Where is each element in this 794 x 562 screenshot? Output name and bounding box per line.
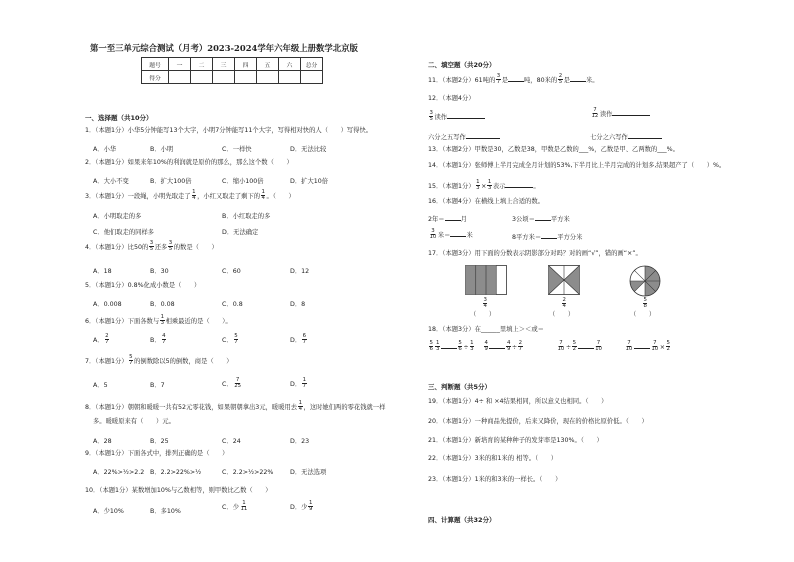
fraction: $\frac{4}{9}$ xyxy=(484,340,488,353)
question-2-option-a[interactable]: A．大小不变 xyxy=(93,178,129,185)
fraction: $\frac{1}{3}$ xyxy=(435,340,440,353)
numerator: 5 xyxy=(129,354,133,360)
numerator: 3 xyxy=(483,297,487,303)
question-4-option-b[interactable]: B．30 xyxy=(150,268,169,275)
question-2-option-b[interactable]: B．扩大100倍 xyxy=(150,178,192,185)
question-6-text: 相乘最近的是（ ）。 xyxy=(165,317,232,325)
fraction: $\frac{7}{10}$ xyxy=(651,340,659,353)
question-4-option-a[interactable]: A．18 xyxy=(93,268,112,275)
figure-1-answer-paren[interactable]: （ ） xyxy=(470,311,496,318)
numerator: 1 xyxy=(302,377,307,383)
question-6-option-b[interactable] xyxy=(150,334,167,346)
page-title: 第一至三单元综合测试（月考）2023-2024学年六年级上册数学北京版 xyxy=(90,43,358,53)
score-header-cell: 总分 xyxy=(301,58,323,71)
answer-blank[interactable] xyxy=(450,230,466,237)
fraction: $\frac{5}{6}$ xyxy=(429,340,433,353)
denominator: 7 xyxy=(105,339,109,346)
question-9-option-b[interactable]: B．2.2>22%>½ xyxy=(150,469,202,476)
question-19-stem: 19．（本题1分）4÷ 和 ×4结果相同，所以意义也相同。（ ） xyxy=(428,398,608,405)
answer-blank[interactable] xyxy=(441,342,457,349)
question-7-text: 7．（本题1分） xyxy=(85,357,128,365)
read-as-label: 读作 xyxy=(434,113,448,121)
answer-blank[interactable] xyxy=(634,342,650,349)
denominator: 3 xyxy=(160,320,165,327)
question-16-item-1 xyxy=(428,214,467,223)
score-input-cell[interactable] xyxy=(213,71,235,84)
denominator: 9 xyxy=(308,506,313,513)
fraction xyxy=(429,111,433,123)
question-6-stem xyxy=(85,315,232,327)
question-11-text: 吨，80米的 xyxy=(524,76,558,84)
score-input-cell[interactable] xyxy=(235,71,257,84)
question-12-right-a xyxy=(590,108,650,120)
question-23-stem: 23．（本题1分）1米的和3米的一样长。（ ） xyxy=(428,476,562,483)
option-letter: B． xyxy=(150,336,161,344)
fraction xyxy=(149,241,153,253)
question-2-stem: 2．（本题1分）如果来年10%的利润就是原价的那么，那么这个数（ ） xyxy=(85,159,293,166)
question-8-stem-line2: 多。暖暖原来有（ ）元。 xyxy=(93,418,175,425)
denominator: 5 xyxy=(429,116,433,123)
question-5-option-a[interactable]: A．0.008 xyxy=(93,301,122,308)
question-7-option-c[interactable] xyxy=(222,378,243,390)
option-letter: C． xyxy=(222,380,233,388)
answer-blank[interactable] xyxy=(578,342,594,349)
fraction xyxy=(476,180,480,192)
question-7-option-a[interactable]: A．5 xyxy=(93,382,108,389)
answer-blank[interactable] xyxy=(612,109,650,116)
denominator: 5 xyxy=(558,79,563,86)
denominator: 10 xyxy=(429,234,437,241)
score-header-cell: 四 xyxy=(235,58,257,71)
fraction xyxy=(240,501,248,513)
numerator: 5 xyxy=(234,333,238,339)
answer-blank[interactable] xyxy=(445,214,461,221)
unit-text: 平方米 xyxy=(550,216,570,223)
score-input-cell[interactable] xyxy=(257,71,279,84)
denominator: 7 xyxy=(302,339,307,346)
option-letter: C． xyxy=(222,336,233,344)
unit-text: 月 xyxy=(460,216,467,223)
question-4-text: 的数是（ ） xyxy=(173,243,218,251)
figure-circle-sectors xyxy=(629,265,661,297)
question-10-option-a[interactable]: A．少10% xyxy=(93,508,124,515)
question-4-option-c[interactable]: C．60 xyxy=(222,268,241,275)
question-3-stem xyxy=(85,190,295,202)
score-table-header-row xyxy=(142,58,323,71)
fraction xyxy=(558,74,562,86)
question-15-text: 表示 xyxy=(492,182,506,190)
question-7-option-d[interactable] xyxy=(290,378,308,390)
score-table-score-row xyxy=(142,71,323,84)
numerator: 3 xyxy=(496,73,501,79)
section-heading-choice: 一、选择题（共10分） xyxy=(85,114,153,122)
score-input-cell[interactable] xyxy=(301,71,323,84)
fraction: $\frac{4}{9}$ xyxy=(506,340,511,353)
question-9-option-a[interactable]: A．22%>½>2.2 xyxy=(93,469,145,476)
question-3-text: ，小红又取走了剩下的 xyxy=(197,192,261,200)
question-6-option-a[interactable] xyxy=(93,334,110,346)
score-header-cell: 三 xyxy=(213,58,235,71)
fraction xyxy=(308,501,312,513)
score-header-cell: 题号 xyxy=(142,58,169,71)
unit-text: 米＝ xyxy=(437,231,451,239)
answer-blank[interactable] xyxy=(508,75,524,82)
score-input-cell[interactable] xyxy=(169,71,191,84)
question-12-left-b xyxy=(428,132,500,141)
question-16-item-2 xyxy=(512,214,570,223)
question-3-option-a[interactable]: A．小明取走的多 xyxy=(93,213,142,220)
question-15-text: 15．（本题1分） xyxy=(428,182,475,190)
question-18-expr-3: $\frac{7}{10}$ ÷ $\frac{5}{2}$ $\frac{7}{10}$ xyxy=(557,340,602,353)
question-7-text: 的倒数除以5的倒数，商是（ ） xyxy=(134,357,233,365)
question-8-stem xyxy=(85,401,385,413)
figure-3-answer-paren[interactable]: （ ） xyxy=(630,311,656,318)
question-2-option-c[interactable]: C．缩小100倍 xyxy=(222,178,264,185)
score-header-cell: 五 xyxy=(257,58,279,71)
question-17-stem: 17．（本题3分）用下面的分数表示阴影部分对吗？对的画“√”，错的画“×”。 xyxy=(428,250,642,257)
figure-square-diagonals xyxy=(548,265,580,295)
score-header-cell: 六 xyxy=(279,58,301,71)
score-input-cell[interactable] xyxy=(191,71,213,84)
write-as-label: 六分之五写作 xyxy=(428,134,466,141)
numerator: 1 xyxy=(487,179,492,185)
denominator: 7 xyxy=(302,383,307,390)
answer-blank[interactable] xyxy=(570,75,586,82)
question-20-stem: 20．（本题1分）一种商品先提价，后来又降价，现在的价格比原价低。（ ） xyxy=(428,418,648,425)
question-9-option-d[interactable]: D．无法选项 xyxy=(290,469,327,476)
question-4-option-d[interactable]: D．12 xyxy=(290,268,310,275)
numerator: 7 xyxy=(235,377,240,383)
question-5-option-c[interactable]: C．0.8 xyxy=(222,301,243,308)
denominator: 8 xyxy=(643,303,647,310)
numerator: 3 xyxy=(429,110,433,116)
answer-blank[interactable] xyxy=(489,342,505,349)
score-table xyxy=(141,57,323,84)
section-heading-judge: 三、判断题（共5分） xyxy=(428,383,492,391)
question-2-option-d[interactable]: D．扩大10倍 xyxy=(290,178,329,185)
numerator: 3 xyxy=(149,240,154,246)
question-18-expr-2: $\frac{4}{9}$ $\frac{4}{9}$ ÷ $\frac{2}{7}$ xyxy=(484,340,523,353)
fraction xyxy=(129,355,133,367)
question-1-option-a[interactable]: A．小华 xyxy=(93,146,117,153)
numerator: 2 xyxy=(105,333,109,339)
denominator: 7 xyxy=(162,339,166,346)
question-10-option-c[interactable] xyxy=(222,501,249,513)
question-6-option-c[interactable] xyxy=(222,334,239,346)
question-11-text: 是 xyxy=(501,76,508,84)
question-3-option-b[interactable]: B．小红取走的多 xyxy=(222,213,271,220)
answer-blank[interactable] xyxy=(466,132,500,139)
question-16-stem: 16．（本题4分）在横线上填上合适的数。 xyxy=(428,198,544,205)
fraction: $\frac{1}{3}$ xyxy=(470,340,474,353)
question-8-text: ，这时她们两的零花钱就一样 xyxy=(303,403,386,411)
question-7-stem xyxy=(85,355,233,367)
denominator: 5 xyxy=(168,246,173,253)
option-letter: D． xyxy=(290,380,302,388)
question-11-text: 米。 xyxy=(585,76,599,84)
denominator: 25 xyxy=(234,383,242,390)
question-8-option-d[interactable]: D．23 xyxy=(290,438,310,445)
question-9-stem: 9．（本题1分）下面各式中，排列正确的是（ ） xyxy=(85,450,229,457)
fraction xyxy=(162,334,166,346)
question-12-stem: 12．（本题4分） xyxy=(428,95,475,102)
score-row-label: 得分 xyxy=(142,71,169,84)
fraction: $\frac{7}{10}$ xyxy=(625,340,633,353)
fraction: $\frac{7}{10}$ xyxy=(595,340,602,353)
question-4-text: 4．（本题1分）比50的 xyxy=(85,243,149,251)
denominator: 7 xyxy=(496,79,501,86)
question-14-stem: 14．（本题1分）张师傅上半月完成全月计划的53%,下半月比上半月完成的计划多,结果超产了（ ）%。 xyxy=(428,162,726,169)
question-8-option-a[interactable]: A．28 xyxy=(93,438,112,445)
denominator: 12 xyxy=(591,113,599,120)
unit-text: 3公顷＝ xyxy=(512,216,535,223)
denominator: 4 xyxy=(192,195,196,202)
fraction xyxy=(562,298,566,310)
question-10-option-d[interactable] xyxy=(290,501,314,513)
fraction xyxy=(168,241,172,253)
fraction xyxy=(302,334,306,346)
fraction xyxy=(192,190,196,202)
option-letter: A． xyxy=(93,336,104,344)
question-4-stem xyxy=(85,241,218,253)
figure-2-label xyxy=(561,298,567,310)
question-12-right-b xyxy=(590,132,662,141)
fraction xyxy=(298,401,302,413)
answer-blank[interactable] xyxy=(505,181,533,188)
answer-blank[interactable] xyxy=(541,232,557,239)
numerator: 1 xyxy=(476,179,480,185)
question-18-expr-4: $\frac{7}{10}$ $\frac{7}{10}$ × $\frac{5}{2}$ xyxy=(625,340,670,353)
numerator: 1 xyxy=(242,500,246,506)
fraction xyxy=(234,378,242,390)
numerator: 2 xyxy=(558,73,563,79)
score-header-cell: 二 xyxy=(191,58,213,71)
numerator: 7 xyxy=(593,107,597,113)
question-8-text: 8．（本题1分）朝朝和暖暖一共有52元零花钱，如果朝朝拿出3元，暖暖用去 xyxy=(85,403,298,411)
numerator: 3 xyxy=(431,228,435,234)
question-1-option-c[interactable]: C．一样快 xyxy=(222,146,252,153)
fraction xyxy=(429,229,437,241)
fraction: $\frac{5}{2}$ xyxy=(666,340,670,353)
denominator: 4 xyxy=(562,303,566,310)
question-22-stem: 22．（本题1分）3米的和1米的 相等。（ ） xyxy=(428,455,558,462)
question-9-option-c[interactable]: C．2.2>½>22% xyxy=(222,469,274,476)
question-5-option-d[interactable]: D．8 xyxy=(290,301,306,308)
unit-text: 2年＝ xyxy=(428,216,445,223)
read-as-label: 读作 xyxy=(599,110,613,118)
figure-3-label xyxy=(642,298,648,310)
fraction: $\frac{2}{7}$ xyxy=(518,340,523,353)
denominator: 3 xyxy=(476,185,480,192)
question-1-option-d[interactable]: D．无法比较 xyxy=(290,146,327,153)
question-3-text: 3．（本题1分）一段绳，小明先取走了 xyxy=(85,192,191,200)
fraction xyxy=(643,298,647,310)
numerator: 5 xyxy=(643,297,647,303)
figure-2-answer-paren[interactable]: （ ） xyxy=(549,311,575,318)
question-7-option-b[interactable]: B．7 xyxy=(150,382,165,389)
question-10-stem: 10．（本题1分）某数增加10%与乙数相等，则甲数比乙数（ ） xyxy=(85,487,272,494)
unit-text: 8平方米＝ xyxy=(512,234,542,241)
question-1-option-b[interactable]: B．小明 xyxy=(150,146,174,153)
denominator: 4 xyxy=(298,406,303,413)
question-8-option-c[interactable]: C．24 xyxy=(222,438,241,445)
score-input-cell[interactable] xyxy=(279,71,301,84)
numerator: 1 xyxy=(261,189,265,195)
fraction: $\frac{7}{10}$ xyxy=(557,340,565,353)
question-18-stem: 18．（本题3分）在______里填上＞＜或＝ xyxy=(428,326,544,333)
question-6-option-d[interactable] xyxy=(290,334,308,346)
question-16-item-3 xyxy=(428,229,473,241)
section-heading-fill: 二、填空题（共20分） xyxy=(428,61,496,69)
question-3-text: 。（ ） xyxy=(266,192,295,200)
write-as-label: 七分之六写作 xyxy=(590,134,628,141)
question-4-text: 还多 xyxy=(154,243,168,251)
fraction xyxy=(487,180,491,192)
fraction: $\frac{5}{6}$ xyxy=(458,340,462,353)
option-letter: C．少 xyxy=(222,503,239,511)
fraction xyxy=(160,315,164,327)
question-15-stem xyxy=(428,180,540,192)
option-letter: D．少 xyxy=(290,503,308,511)
denominator: 11 xyxy=(240,506,248,513)
numerator: 1 xyxy=(192,189,196,195)
multiply-sign: × xyxy=(481,182,487,190)
unit-text: 平方分米 xyxy=(557,234,583,241)
answer-blank[interactable] xyxy=(447,112,485,119)
question-18-expr-1: $\frac{5}{6}$ $\frac{1}{3}$ $\frac{5}{6}$ ÷ $\frac{1}{3}$ xyxy=(429,340,474,353)
question-13-stem: 13．（本题2分）甲数是30，乙数是38，甲数是乙数的___%，乙数是甲、乙两数的___%。 xyxy=(428,146,679,153)
numerator: 1 xyxy=(308,500,313,506)
fraction xyxy=(483,298,487,310)
question-1-stem: 1．（本题1分）小华5分钟能写13个大字，小明7分钟能写11个大字，写得相对快的人（ ）写得快。 xyxy=(85,127,373,134)
fraction xyxy=(496,74,500,86)
denominator: 7 xyxy=(129,360,133,367)
unit-text: 米 xyxy=(466,231,473,239)
fraction xyxy=(261,190,265,202)
option-letter: D． xyxy=(290,336,302,344)
question-11-stem xyxy=(428,74,599,86)
question-15-text: 。 xyxy=(533,182,540,190)
fraction xyxy=(234,334,238,346)
numerator: 1 xyxy=(298,400,303,406)
fraction xyxy=(591,108,599,120)
question-5-stem: 5．（本题1分）0.8%化成小数是（ ） xyxy=(85,282,201,289)
numerator: 2 xyxy=(562,297,566,303)
section-heading-calc: 四、计算题（共32分） xyxy=(428,516,496,524)
question-12-left-a xyxy=(428,111,485,123)
answer-blank[interactable] xyxy=(535,214,551,221)
fraction xyxy=(302,378,306,390)
denominator: 5 xyxy=(149,246,154,253)
numerator: 1 xyxy=(160,314,165,320)
question-11-text: 11．（本题2分）61吨的 xyxy=(428,76,496,84)
denominator: 7 xyxy=(234,339,238,346)
question-10-option-b[interactable]: B．多10% xyxy=(150,508,181,515)
question-3-option-c[interactable]: C．他们取走的同样多 xyxy=(93,229,155,236)
numerator: 3 xyxy=(168,240,173,246)
denominator: 4 xyxy=(261,195,265,202)
denominator: 3 xyxy=(487,185,492,192)
question-21-stem: 21．（本题1分）新培育的某种种子的发芽率是130%。（ ） xyxy=(428,437,603,444)
score-header-cell: 一 xyxy=(169,58,191,71)
question-3-option-d[interactable]: D．无法确定 xyxy=(222,229,259,236)
question-5-option-b[interactable]: B．0.08 xyxy=(150,301,175,308)
figure-strip-bars xyxy=(465,265,507,295)
question-8-option-b[interactable]: B．25 xyxy=(150,438,169,445)
numerator: 4 xyxy=(162,333,166,339)
denominator: 4 xyxy=(483,303,487,310)
question-11-text: 是 xyxy=(563,76,570,84)
question-16-item-4 xyxy=(512,232,582,241)
question-6-text: 6．（本题1分）下面各数与 xyxy=(85,317,160,325)
answer-blank[interactable] xyxy=(628,132,662,139)
figure-1-label xyxy=(482,298,488,310)
fraction: $\frac{5}{2}$ xyxy=(572,340,577,353)
fraction xyxy=(105,334,109,346)
numerator: 6 xyxy=(302,333,307,339)
